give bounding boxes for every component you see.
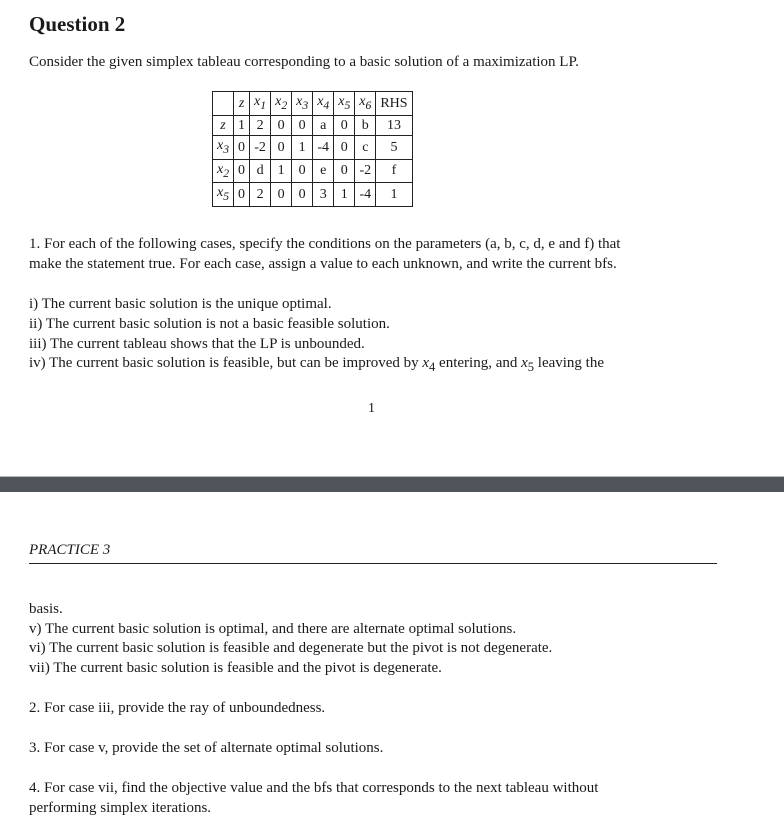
tableau-header-cell: z — [234, 92, 250, 116]
section-label: PRACTICE 3 — [29, 542, 111, 558]
tableau-cell: f — [376, 159, 412, 183]
tableau-cell: -4 — [355, 183, 376, 207]
tableau-cell: 1 — [234, 115, 250, 135]
tableau-header-cell — [213, 92, 234, 116]
page-separator — [0, 477, 784, 492]
tableau-cell: 0 — [234, 183, 250, 207]
part3: 3. For case v, provide the set of alternate optimal solutions. — [29, 740, 384, 756]
tableau-cell: b — [355, 115, 376, 135]
case-i: i) The current basic solution is the unique optimal. — [29, 296, 332, 312]
part2: 2. For case iii, provide the ray of unboundedness. — [29, 700, 326, 716]
section-rule — [29, 563, 717, 564]
case-iv-part-b: entering, and — [439, 355, 518, 371]
tableau-cell: 0 — [271, 135, 292, 159]
tableau-cell: 13 — [376, 115, 412, 135]
tableau-cell: 5 — [376, 135, 412, 159]
case-iv: iv) The current basic solution is feasible, but can be improved by $x_4$ entering, and $x_5$ leaving the — [29, 355, 605, 374]
case-iv-part-a: iv) The current basic solution is feasible, but can be improved by — [29, 355, 419, 371]
tableau-cell: 0 — [292, 183, 313, 207]
tableau-cell: 0 — [334, 159, 355, 183]
tableau-cell: c — [355, 135, 376, 159]
tableau-row-label: $x_5$ — [213, 183, 234, 207]
tableau-row — [213, 115, 413, 135]
tableau-header-cell: $x_3$ — [292, 92, 313, 116]
page-number: 1 — [368, 401, 375, 416]
simplex-tableau — [212, 91, 413, 207]
tableau-row-label: $x_2$ — [213, 159, 234, 183]
tableau-cell: 2 — [250, 183, 271, 207]
tableau-row-label: $x_3$ — [213, 135, 234, 159]
tableau-header-cell: RHS — [376, 92, 412, 116]
tableau-cell: 3 — [313, 183, 334, 207]
case-iv-part-c: leaving the — [537, 355, 605, 371]
tableau-row — [213, 135, 413, 159]
tableau-cell: 1 — [334, 183, 355, 207]
question-intro: Consider the given simplex tableau corresponding to a basic solution of a maximization LP. — [29, 54, 579, 70]
tableau-cell: -2 — [355, 159, 376, 183]
tableau-cell: -4 — [313, 135, 334, 159]
tableau-cell: 1 — [271, 159, 292, 183]
question-title: Question 2 — [29, 12, 126, 36]
tableau-cell: 0 — [292, 115, 313, 135]
part4-line1: 4. For case vii, find the objective value and the bfs that corresponds to the next tableau without — [29, 780, 599, 796]
tableau-cell: a — [313, 115, 334, 135]
tableau-header-cell: $x_1$ — [250, 92, 271, 116]
case-v: v) The current basic solution is optimal, and there are alternate optimal solutions. — [29, 621, 517, 637]
tableau-cell: 0 — [271, 183, 292, 207]
tableau-header-row — [213, 92, 413, 116]
part4-line2: performing simplex iterations. — [29, 800, 212, 816]
tableau-header-cell: $x_5$ — [334, 92, 355, 116]
case-vii: vii) The current basic solution is feasible and the pivot is degenerate. — [29, 660, 442, 676]
tableau-cell: 0 — [234, 159, 250, 183]
case-iv-continuation: basis. — [29, 601, 63, 617]
part1-line2: make the statement true. For each case, assign a value to each unknown, and write the current bfs. — [29, 256, 617, 272]
tableau-cell: 1 — [292, 135, 313, 159]
tableau-header-cell: $x_2$ — [271, 92, 292, 116]
tableau-cell: 0 — [334, 135, 355, 159]
case-vi: vi) The current basic solution is feasible and degenerate but the pivot is not degenerate. — [29, 640, 553, 656]
tableau-cell: e — [313, 159, 334, 183]
case-ii: ii) The current basic solution is not a basic feasible solution. — [29, 316, 390, 332]
tableau-cell: -2 — [250, 135, 271, 159]
tableau-cell: 2 — [250, 115, 271, 135]
tableau-row — [213, 183, 413, 207]
case-iii: iii) The current tableau shows that the LP is unbounded. — [29, 336, 365, 352]
tableau-row — [213, 159, 413, 183]
tableau-cell: d — [250, 159, 271, 183]
part1-line1: 1. For each of the following cases, specify the conditions on the parameters (a, b, c, d, e and f) that — [29, 236, 621, 252]
tableau-cell: 1 — [376, 183, 412, 207]
tableau-header-cell: $x_6$ — [355, 92, 376, 116]
tableau-row-label: z — [213, 115, 234, 135]
tableau-cell: 0 — [234, 135, 250, 159]
tableau-cell: 0 — [334, 115, 355, 135]
tableau-cell: 0 — [271, 115, 292, 135]
tableau-header-cell: $x_4$ — [313, 92, 334, 116]
tableau-cell: 0 — [292, 159, 313, 183]
